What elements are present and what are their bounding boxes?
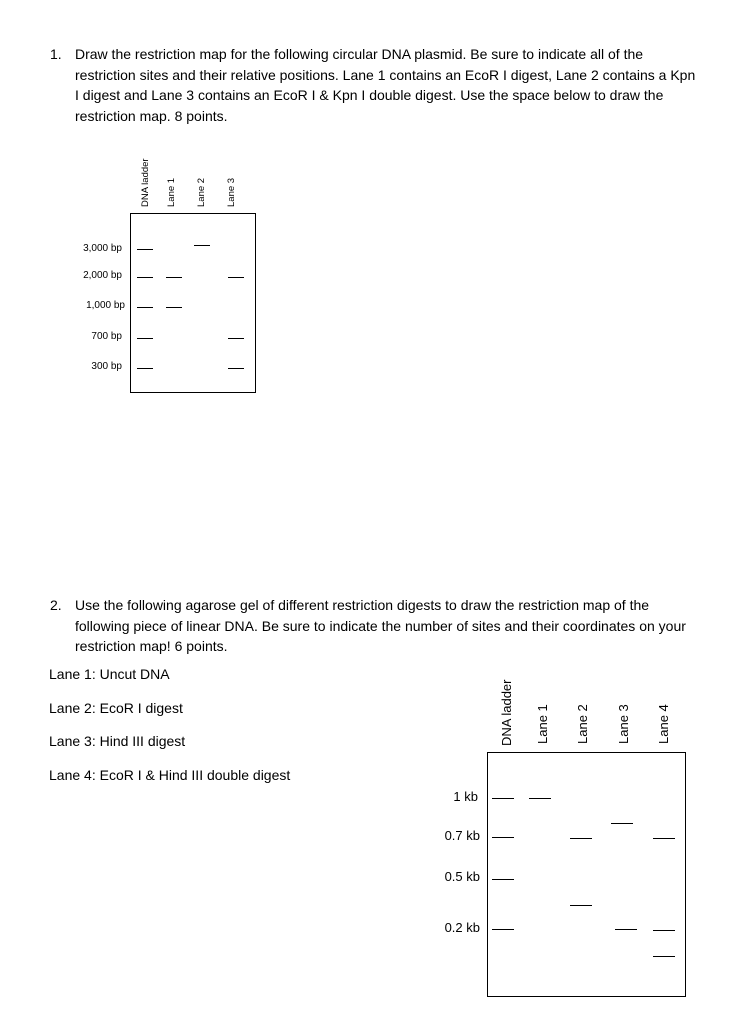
gel-2	[487, 752, 686, 997]
gel1-size-label-300: 300 bp	[91, 361, 122, 372]
gel2-size-label-1kb: 1 kb	[453, 789, 478, 804]
lane-description: Lane 2: EcoR I digest	[49, 699, 183, 716]
gel2-lane-label-1: Lane 1	[535, 704, 550, 744]
gel1-lane3-band	[228, 368, 244, 369]
gel1-ladder-band	[137, 277, 153, 278]
lane-descriptions	[49, 664, 290, 798]
gel2-lane2-band	[570, 905, 592, 906]
gel2-ladder-band	[492, 837, 514, 838]
gel1-size-label-700: 700 bp	[91, 331, 122, 342]
gel2-ladder-band	[492, 798, 514, 799]
gel2-lane-label-ladder: DNA ladder	[499, 679, 514, 746]
gel2-size-label-0.5kb: 0.5 kb	[444, 869, 480, 884]
gel1-lane3-band	[228, 277, 244, 278]
gel2-size-label-0.2kb: 0.2 kb	[444, 920, 480, 935]
gel1-lane-label-ladder: DNA ladder	[140, 158, 151, 207]
gel2-lane2-band	[570, 838, 592, 839]
question-2-text: Use the following agarose gel of different restriction digests to draw the restriction map of the following piece of linear DNA. Be sure to indicate the number of sites and their coordinates on your restriction map! 6 points.	[75, 597, 686, 654]
question-2	[50, 595, 700, 657]
gel2-size-label-0.7kb: 0.7 kb	[444, 828, 480, 843]
lane-description: Lane 3: Hind III digest	[49, 733, 186, 749]
gel2-lane-label-3: Lane 3	[616, 704, 631, 744]
gel1-lane2-band	[194, 245, 210, 246]
gel1-lane1-band	[166, 277, 182, 278]
gel2-lane3-band	[611, 823, 633, 824]
gel2-lane-label-2: Lane 2	[575, 704, 590, 744]
gel2-lane1-band	[529, 798, 551, 799]
gel1-lane3-band	[228, 338, 244, 339]
question-1	[50, 44, 700, 126]
question-2-number: 2.	[50, 597, 62, 613]
gel1-ladder-band	[137, 338, 153, 339]
gel-1	[130, 213, 256, 393]
gel2-lane3-band	[615, 929, 637, 930]
gel2-ladder-band	[492, 879, 514, 880]
gel2-ladder-band	[492, 929, 514, 930]
gel1-lane1-band	[166, 307, 182, 308]
gel1-ladder-band	[137, 307, 153, 308]
gel2-lane-label-4: Lane 4	[656, 704, 671, 744]
gel1-size-label-1000: 1,000 bp	[86, 300, 125, 311]
gel1-lane-label-1: Lane 1	[166, 177, 177, 207]
question-1-text: Draw the restriction map for the following circular DNA plasmid. Be sure to indicate all of the restriction sites and their relative positions. Lane 1 contains an EcoR I digest, Lane 2 contains a Kpn I digest and Lane 3 contains an EcoR I & Kpn I double digest. Use the space below to draw the restriction map. 8 points.	[75, 46, 696, 124]
gel1-ladder-band	[137, 249, 153, 250]
gel1-lane-label-2: Lane 2	[196, 177, 207, 207]
gel1-size-label-2000: 2,000 bp	[83, 270, 122, 281]
gel2-lane4-band	[653, 838, 675, 839]
gel2-lane4-band	[653, 930, 675, 931]
gel1-ladder-band	[137, 368, 153, 369]
lane-description: Lane 4: EcoR I & Hind III double digest	[49, 766, 291, 783]
gel1-size-label-3000: 3,000 bp	[83, 243, 122, 254]
lane-description: Lane 1: Uncut DNA	[49, 666, 170, 682]
question-1-number: 1.	[50, 46, 62, 62]
gel2-lane4-band	[653, 956, 675, 957]
gel1-lane-label-3: Lane 3	[226, 177, 237, 207]
